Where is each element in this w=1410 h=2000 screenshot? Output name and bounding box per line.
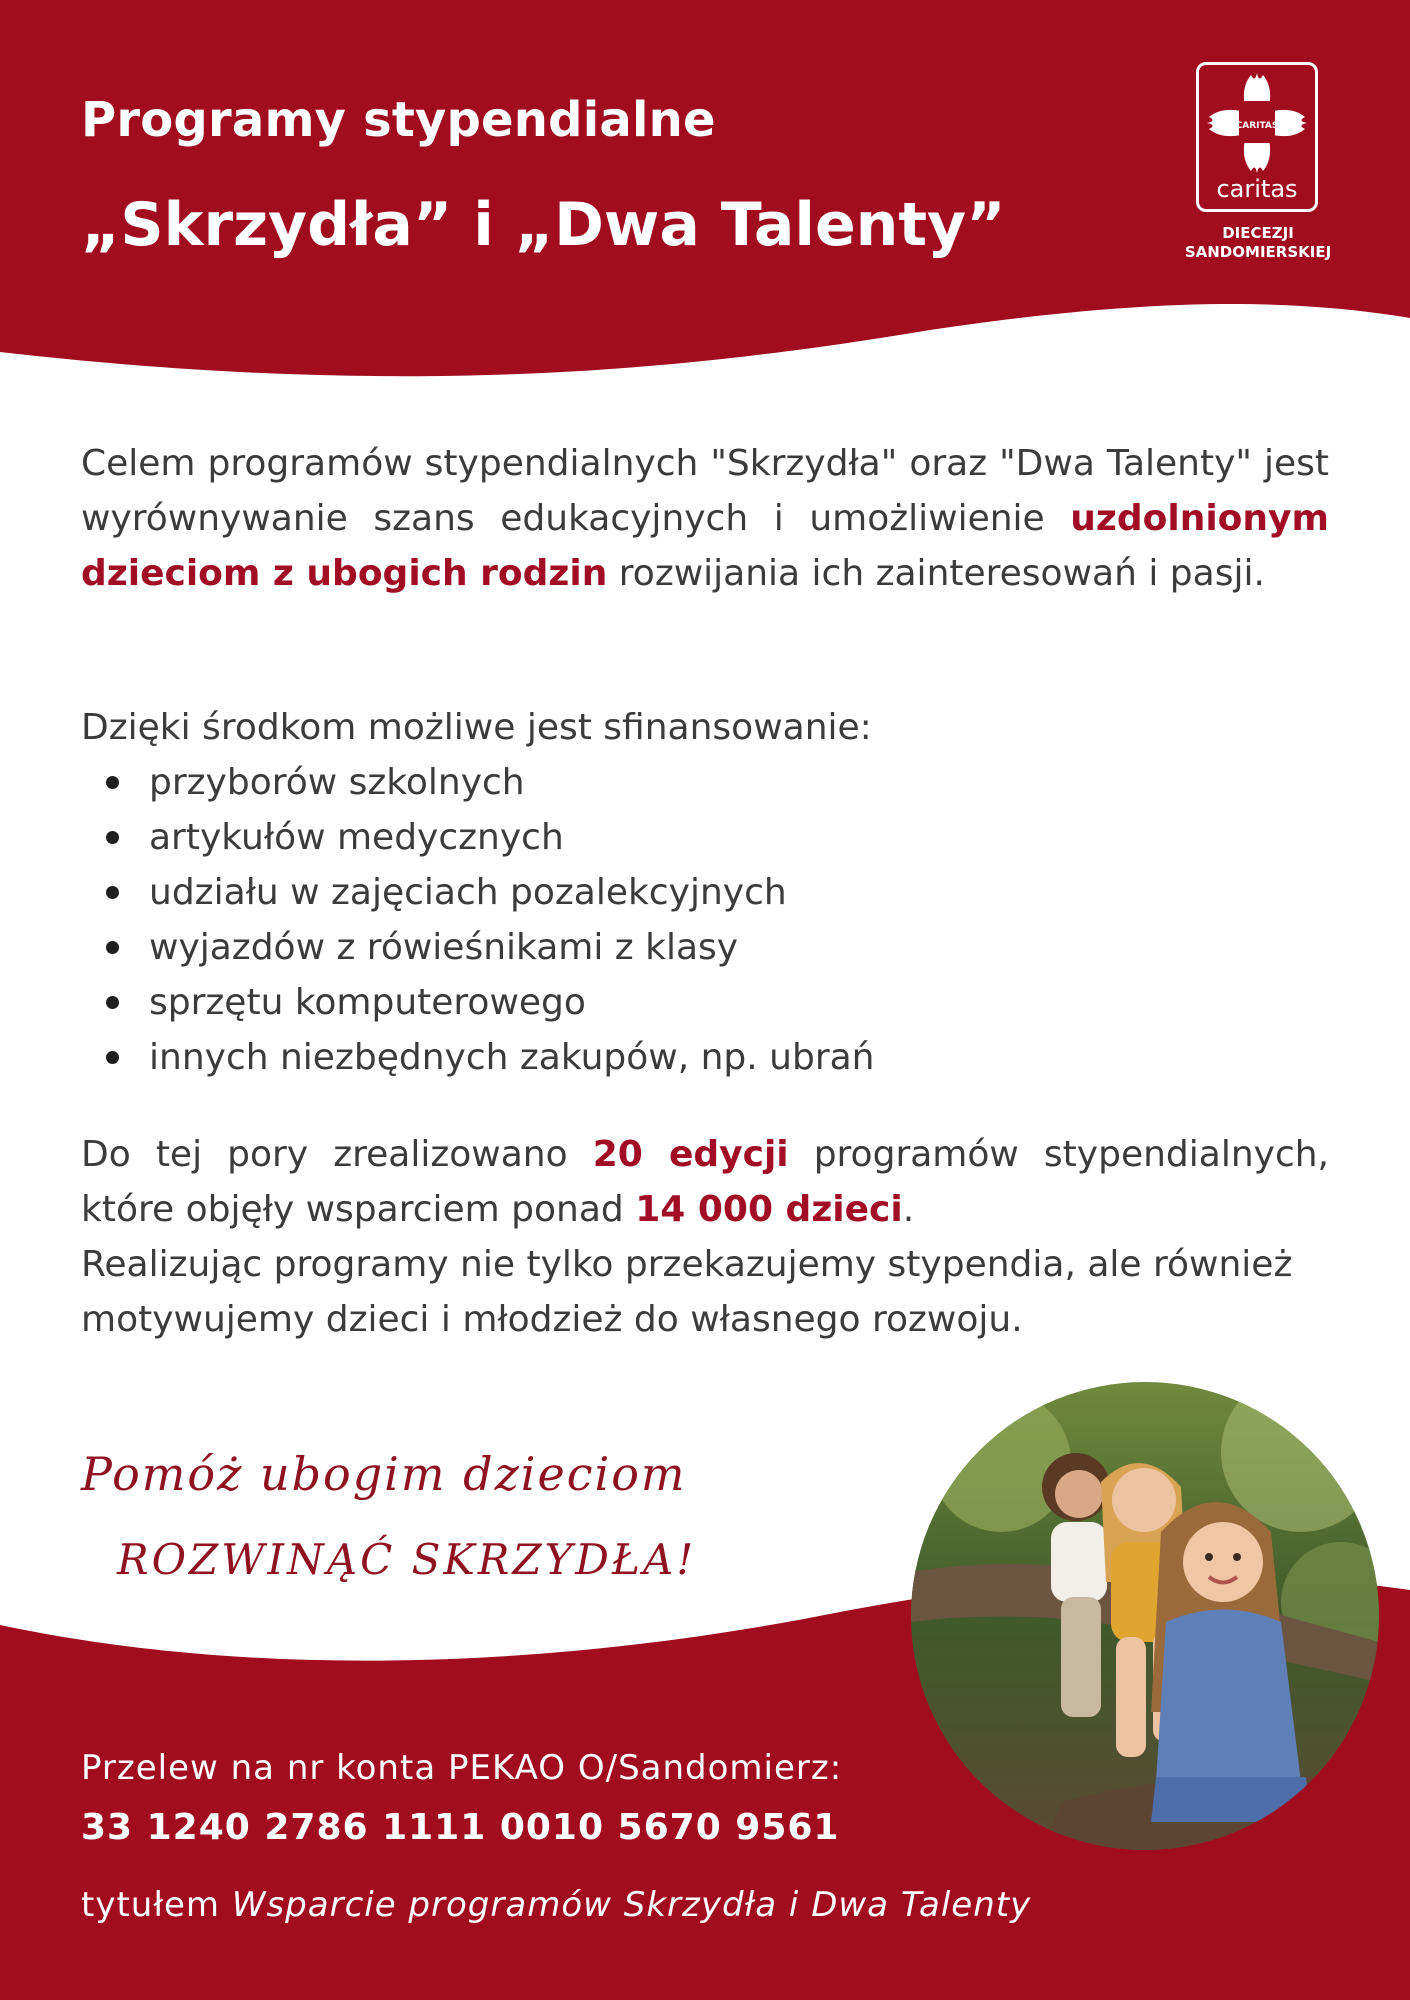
- list-item: artykułów medycznych: [81, 810, 875, 865]
- transfer-title-prefix: tytułem: [81, 1885, 232, 1925]
- header-title-line2: „Skrzydła” i „Dwa Talenty”: [81, 190, 1006, 260]
- logo-ring-text: CARITAS: [1235, 121, 1279, 131]
- list-item: innych niezbędnych zakupów, np. ubrań: [81, 1030, 875, 1085]
- transfer-title-text: Wsparcie programów Skrzydła i Dwa Talenty: [231, 1885, 1032, 1925]
- intro-paragraph: [81, 436, 1329, 601]
- list-item: sprzętu komputerowego: [81, 975, 875, 1030]
- funding-intro: Dzięki środkom możliwe jest sfinansowanie:: [81, 707, 872, 748]
- bullet-icon: [106, 886, 119, 899]
- transfer-label: Przelew na nr konta PEKAO O/Sandomierz:: [81, 1748, 843, 1788]
- results-motivation: Realizując programy nie tylko przekazujemy stypendia, ale również motywujemy dzieci i młodzież do własnego rozwoju.: [81, 1244, 1293, 1340]
- list-item: udziału w zajęciach pozalekcyjnych: [81, 865, 875, 920]
- results-text-part1: Do tej pory zrealizowano: [81, 1134, 593, 1175]
- intro-highlight: uzdolnionym dzieciom z ubogich rodzin: [81, 498, 1329, 594]
- slogan-line1: Pomóż ubogim dzieciom: [81, 1447, 687, 1501]
- list-item: wyjazdów z rówieśnikami z klasy: [81, 920, 875, 975]
- caritas-cross-icon: [1205, 71, 1309, 175]
- children-photo: [911, 1382, 1379, 1850]
- bullet-icon: [106, 941, 119, 954]
- logo-subtitle-line1: DIECEZJI: [1222, 224, 1294, 242]
- results-paragraph: [81, 1127, 1329, 1237]
- logo-subtitle: [1160, 224, 1356, 262]
- bullet-icon: [106, 1051, 119, 1064]
- results-editions: 20 edycji: [592, 1134, 789, 1175]
- header-title-line1: Programy stypendialne: [81, 92, 716, 148]
- caritas-logo: [1196, 62, 1318, 212]
- intro-text-part1: Celem programów stypendialnych "Skrzydła" oraz "Dwa Talenty" jest wyrównywanie szans edukacyjnych i umożliwienie: [81, 443, 1329, 539]
- logo-subtitle-line2: SANDOMIERSKIEJ: [1184, 243, 1332, 261]
- bullet-icon: [106, 776, 119, 789]
- results-text-part2: programów stypendialnych, które objęły wsparciem ponad: [81, 1134, 1329, 1230]
- results-children: 14 000 dzieci: [635, 1189, 903, 1230]
- transfer-title: [81, 1885, 1031, 1925]
- intro-text-part2: rozwijania ich zainteresowań i pasji.: [607, 553, 1265, 594]
- children-photo-illustration: [911, 1382, 1379, 1850]
- logo-word: caritas: [1216, 175, 1298, 203]
- list-item: przyborów szkolnych: [81, 755, 875, 810]
- bullet-icon: [106, 831, 119, 844]
- results-text-part3: .: [902, 1189, 915, 1230]
- funding-list: [81, 755, 875, 1085]
- bullet-icon: [106, 996, 119, 1009]
- slogan-line2: ROZWINĄĆ SKRZYDŁA!: [117, 1535, 697, 1584]
- account-number: 33 1240 2786 1111 0010 5670 9561: [81, 1807, 840, 1848]
